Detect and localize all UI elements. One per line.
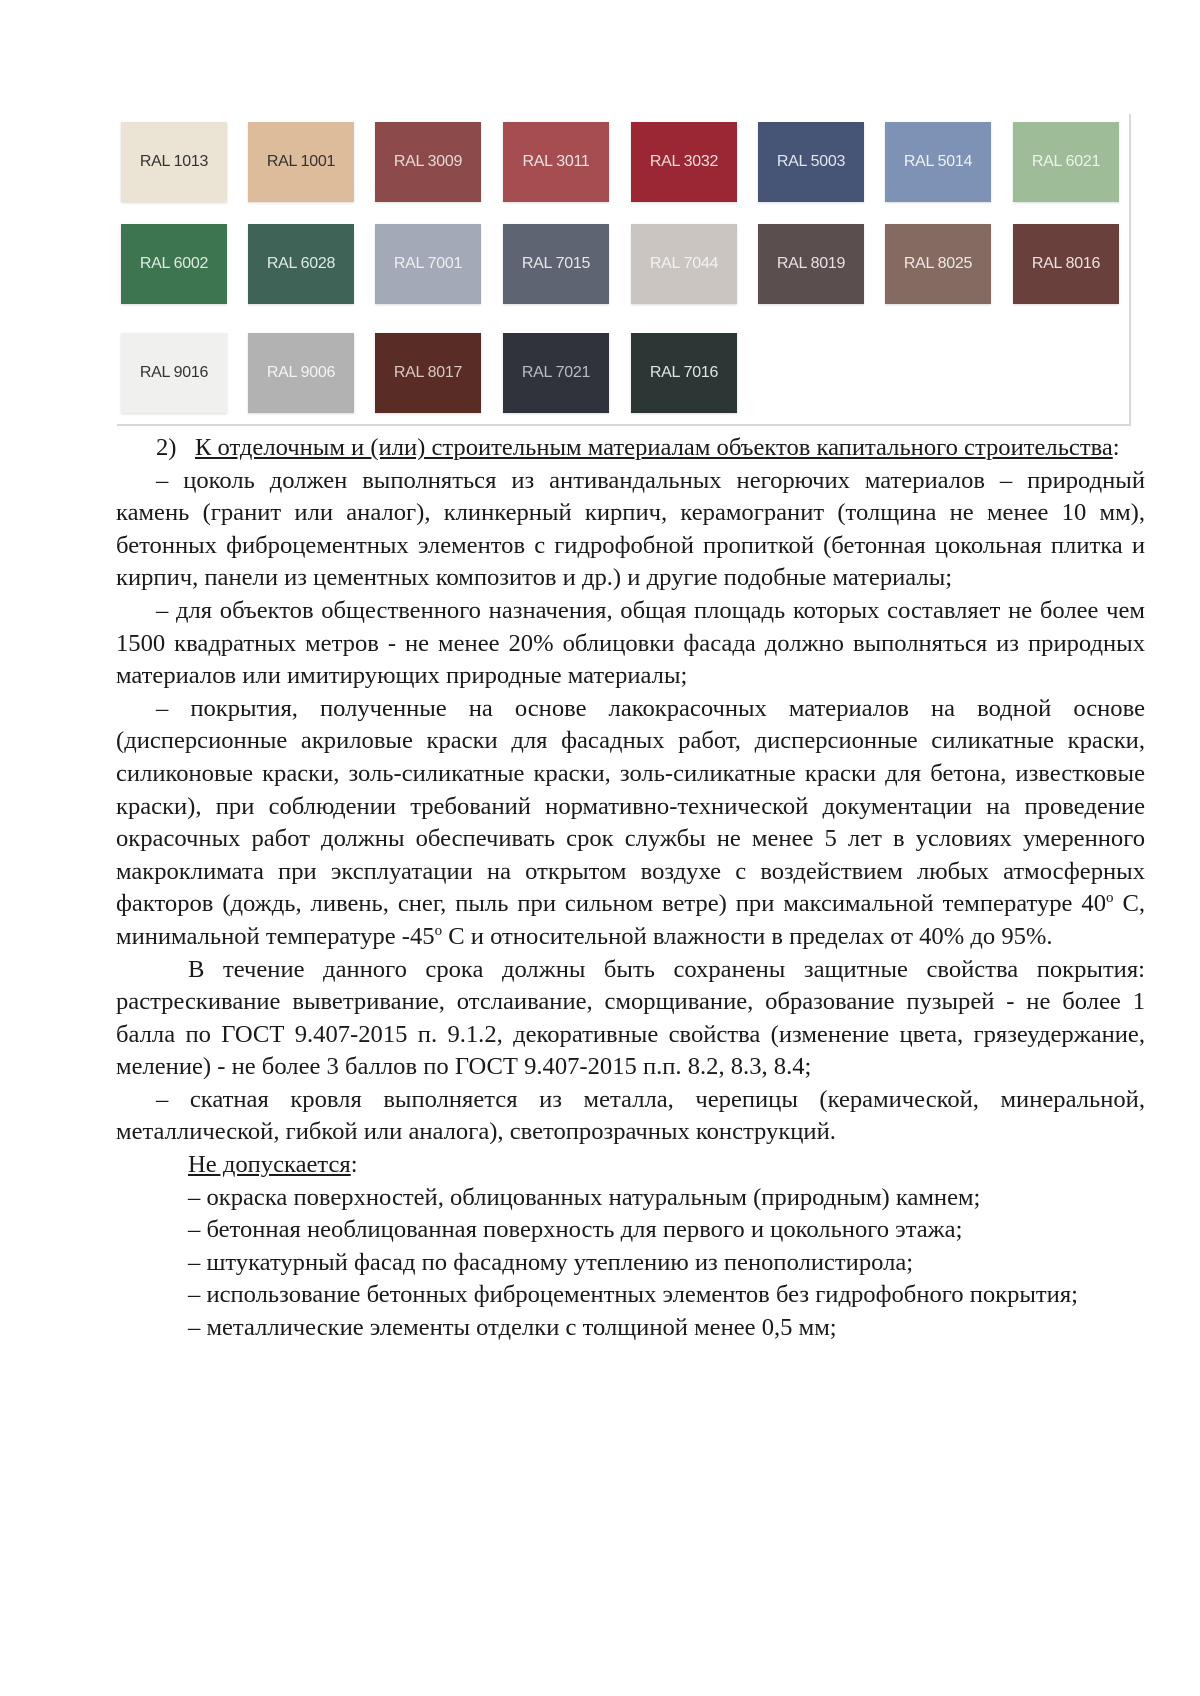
degree-mark: o [434,922,443,939]
color-swatch-ral-3011: RAL 3011 [503,122,609,202]
color-swatch-ral-3032: RAL 3032 [631,122,737,202]
item-title: К отделочным и (или) строительным материалам объектов капитального строительства [194,434,1113,461]
color-swatch-ral-6002: RAL 6002 [121,224,227,304]
item-colon: : [1112,434,1120,461]
color-swatch-ral-5014: RAL 5014 [885,122,991,202]
not-allowed-item-2: – бетонная необлицованная поверхность для первого и цокольного этажа; [188,1216,963,1244]
color-swatch-ral-1013: RAL 1013 [121,122,227,202]
color-swatch-ral-6028: RAL 6028 [248,224,354,304]
color-swatch-ral-7001: RAL 7001 [375,224,481,304]
degree-mark: o [1106,890,1114,907]
ral-color-chart [117,114,1131,426]
not-allowed-label: Не допускается [188,1151,351,1179]
color-swatch-ral-1001: RAL 1001 [248,122,354,202]
color-swatch-ral-8019: RAL 8019 [758,224,864,304]
paragraph-service-term: В течение данного срока должны быть сохранены защитные свойства покрытия: растрескивание выветривание, отслаивание, сморщивание, образование пузырей - не более 1 балла по ГОСТ 9.407-2015 п. 9.1.2, декоративные свойства (изменение цвета, грязеудержание, меление) - не более 3 баллов по ГОСТ 9.407-2015 п.п. 8.2, 8.3, 8.4; [116,955,1145,1081]
bullet-roofing: – скатная кровля выполняется из металла, черепицы (керамической, минеральной, металлической, гибкой или аналога), светопрозрачных конструкций. [116,1085,1145,1146]
not-allowed-item-5: – металлические элементы отделки с толщиной менее 0,5 мм; [188,1314,837,1342]
text-span: С, минимальной температуре -45 [116,890,1145,950]
not-allowed-item-3: – штукатурный фасад по фасадному утеплению из пенополистирола; [188,1248,914,1276]
color-swatch-ral-9016: RAL 9016 [121,333,227,413]
item-2-heading [116,432,1145,465]
bullet-plinth: – цоколь должен выполняться из антивандальных негорючих материалов – природный камень (гранит или аналог), клинкерный кирпич, керамогранит (толщина не менее 10 мм), бетонных фиброцементных элементов с гидрофобной пропиткой (бетонная цокольная плитка и кирпич, панели из цементных композитов и др.) и другие подобные материалы; [116,466,1145,592]
bullet-public-buildings: – для объектов общественного назначения, общая площадь которых составляет не более чем 1500 квадратных метров - не менее 20% облицовки фасада должно выполняться из природных материалов или имитирующих природные материалы; [116,596,1145,690]
color-swatch-ral-7021: RAL 7021 [503,333,609,413]
not-allowed-item-4: – использование бетонных фиброцементных элементов без гидрофобного покрытия; [188,1281,1078,1309]
item-number: 2) [156,434,177,461]
color-swatch-ral-9006: RAL 9006 [248,333,354,413]
color-swatch-ral-8016: RAL 8016 [1013,224,1119,304]
color-swatch-ral-7044: RAL 7044 [631,224,737,304]
color-swatch-ral-8017: RAL 8017 [375,333,481,413]
color-swatch-ral-7015: RAL 7015 [503,224,609,304]
color-swatch-ral-7016: RAL 7016 [631,333,737,413]
bullet-paint-coatings [116,693,1145,954]
text-span: – покрытия, полученные на основе лакокрасочных материалов на водной основе (дисперсионные акриловые краски для фасадных работ, дисперсионные силикатные краски, силиконовые краски, золь-силикатные краски, золь-силикатные краски для бетона, известковые краски), при соблюдении требований нормативно-технической документации на проведение окрасочных работ должны обеспечивать срок службы не менее 5 лет в условиях умеренного макроклимата при эксплуатации на открытом воздухе с воздействием любых атмосферных факторов (дождь, ливень, снег, пыль при сильном ветре) при максимальной температуре 40 [116,694,1145,918]
color-swatch-ral-5003: RAL 5003 [758,122,864,202]
color-swatch-ral-8025: RAL 8025 [885,224,991,304]
not-allowed-item-1: – окраска поверхностей, облицованных натуральным (природным) камнем; [188,1183,981,1211]
document-body [116,432,1145,1345]
not-allowed-colon: : [350,1151,358,1179]
text-span: С и относительной влажности в пределах от 40% до 95%. [442,922,1053,950]
color-swatch-ral-3009: RAL 3009 [375,122,481,202]
color-swatch-ral-6021: RAL 6021 [1013,122,1119,202]
not-allowed-heading [116,1149,1145,1182]
